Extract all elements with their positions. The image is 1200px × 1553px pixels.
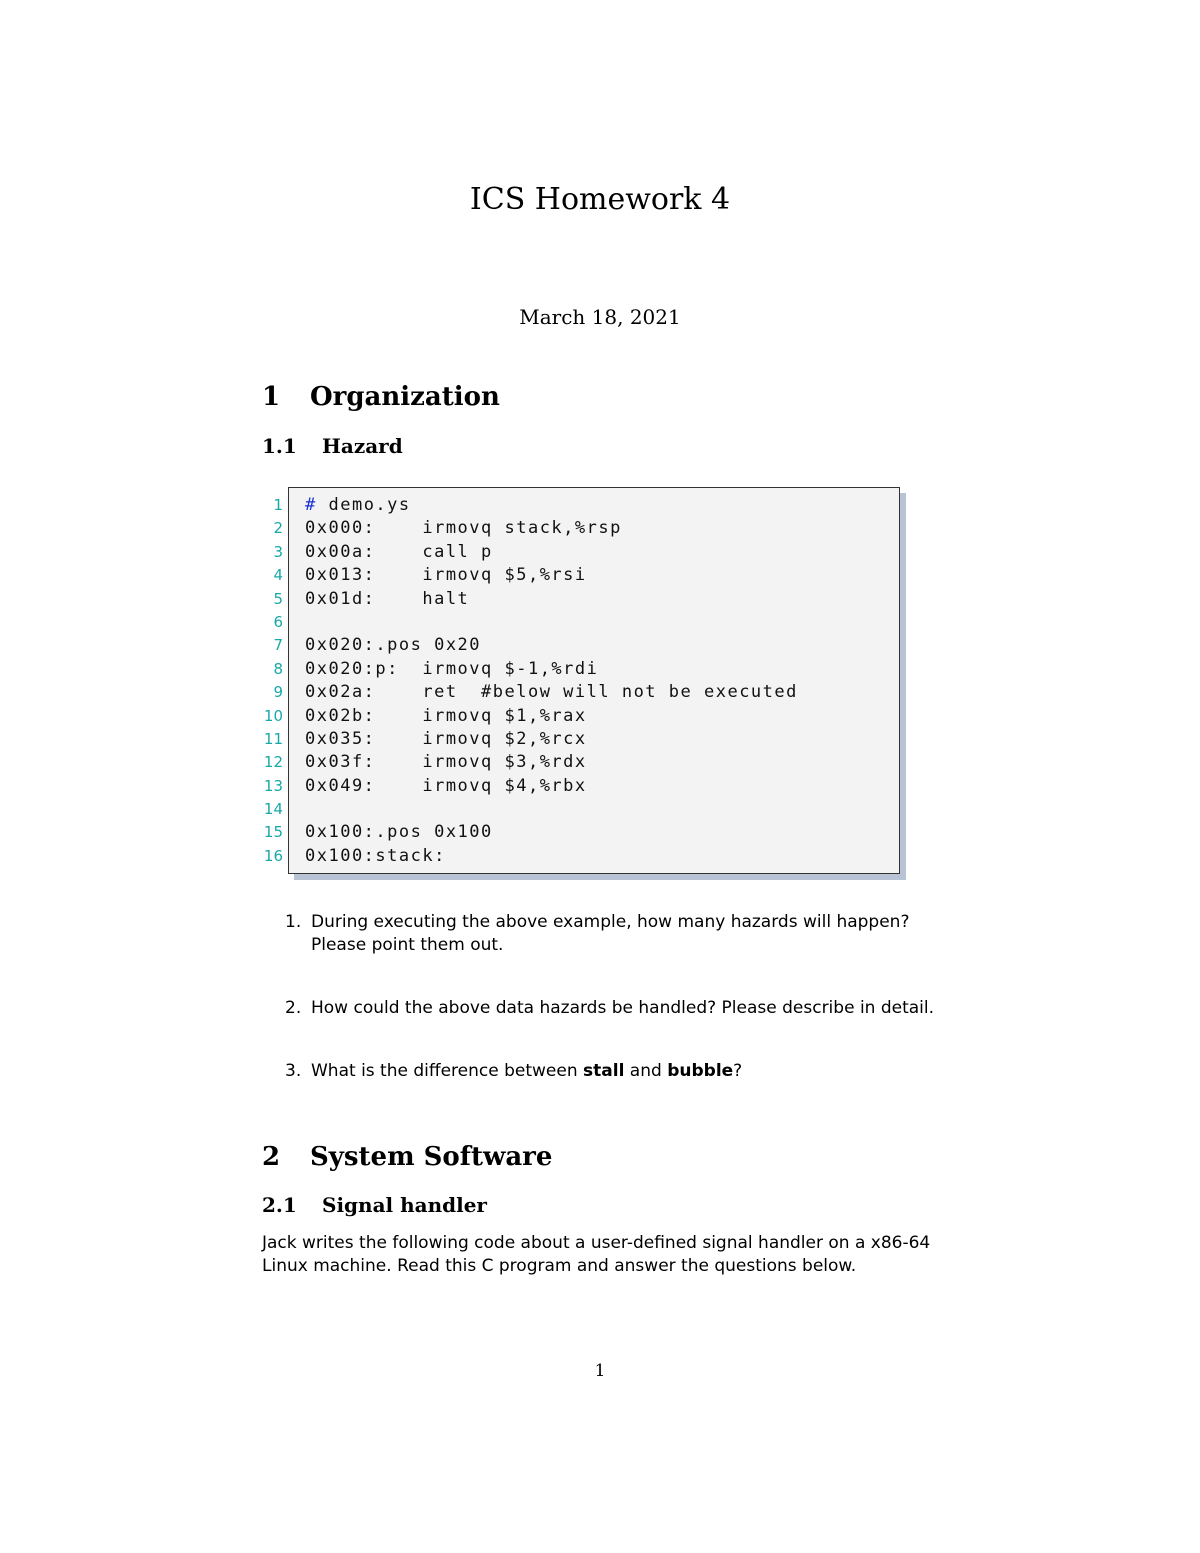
question-text-part: ? [733, 1061, 743, 1081]
question-number: 1. [285, 912, 302, 932]
question-text: During executing the above example, how many hazards will happen? Please point them out. [311, 912, 910, 955]
section-title: Organization [310, 382, 500, 412]
line-number: 6 [273, 612, 283, 631]
line-number: 5 [273, 589, 283, 608]
code-line [250, 798, 910, 821]
question-number: 3. [285, 1061, 302, 1081]
code-lines [250, 494, 910, 868]
code-text: 0x01d: halt [305, 588, 470, 609]
code-line [250, 751, 910, 774]
document-date: March 18, 2021 [519, 305, 681, 329]
code-text: 0x049: irmovq $4,%rbx [305, 775, 587, 796]
code-line [250, 658, 910, 681]
line-number: 2 [273, 519, 283, 538]
line-number: 3 [273, 542, 283, 561]
section-title: System Software [310, 1142, 553, 1172]
code-text: 0x00a: call p [305, 541, 493, 562]
code-line [250, 821, 910, 844]
code-line [250, 634, 910, 657]
subsection-number: 2.1 [262, 1193, 297, 1217]
code-text: 0x020:p: irmovq $-1,%rdi [305, 658, 599, 679]
code-text [305, 494, 411, 517]
line-number: 1 [273, 496, 283, 514]
code-text: 0x03f: irmovq $3,%rdx [305, 752, 587, 773]
section-heading-organization [262, 381, 500, 413]
code-line [250, 588, 910, 611]
question-text-part: What is the difference between [311, 1061, 584, 1081]
line-number: 4 [273, 566, 283, 585]
code-text: 0x100:.pos 0x100 [305, 822, 493, 843]
line-number: 11 [263, 729, 283, 748]
code-line [250, 494, 910, 517]
code-text: 0x013: irmovq $5,%rsi [305, 565, 587, 586]
code-line [250, 517, 910, 540]
code-text: 0x02b: irmovq $1,%rax [305, 705, 587, 726]
line-number: 7 [273, 636, 283, 655]
subsection-heading-signal-handler [262, 1192, 487, 1218]
comment-text: demo.ys [316, 495, 411, 515]
code-line [250, 728, 910, 751]
subsection-heading-hazard [262, 433, 403, 459]
code-line [250, 564, 910, 587]
section-number: 2 [262, 1142, 281, 1172]
code-text: 0x035: irmovq $2,%rcx [305, 728, 587, 749]
code-line [250, 775, 910, 798]
question-text-part: and [624, 1061, 668, 1081]
code-line [250, 611, 910, 634]
body-paragraph: Jack writes the following code about a user-defined signal handler on a x86-64 Linux machine. Read this C program and answer the questions below. [262, 1233, 931, 1276]
code-text: 0x02a: ret #below will not be executed [305, 682, 798, 703]
line-number: 9 [273, 683, 283, 702]
subsection-number: 1.1 [262, 434, 297, 458]
keyword-stall: stall [583, 1061, 625, 1081]
subsection-title: Hazard [322, 434, 403, 458]
code-line [250, 681, 910, 704]
keyword-bubble: bubble [667, 1061, 734, 1081]
code-text: 0x000: irmovq stack,%rsp [305, 518, 622, 539]
page-number: 1 [594, 1361, 606, 1381]
section-number: 1 [262, 382, 281, 412]
code-text: 0x100:stack: [305, 845, 446, 866]
question-text: How could the above data hazards be handled? Please describe in detail. [311, 998, 935, 1018]
line-number: 10 [263, 706, 283, 725]
line-number: 8 [273, 659, 283, 678]
code-line [250, 541, 910, 564]
document-title: ICS Homework 4 [469, 182, 731, 217]
code-line [250, 845, 910, 868]
line-number: 13 [263, 776, 283, 795]
section-heading-system-software [262, 1141, 552, 1173]
line-number: 16 [263, 846, 283, 865]
line-number: 14 [263, 800, 283, 819]
code-line [250, 705, 910, 728]
line-number: 12 [263, 753, 283, 772]
code-text: 0x020:.pos 0x20 [305, 635, 482, 656]
question-number: 2. [285, 998, 302, 1018]
subsection-title: Signal handler [322, 1193, 487, 1217]
line-number: 15 [263, 823, 283, 842]
comment-hash: # [305, 495, 317, 515]
question-text [311, 1060, 941, 1083]
